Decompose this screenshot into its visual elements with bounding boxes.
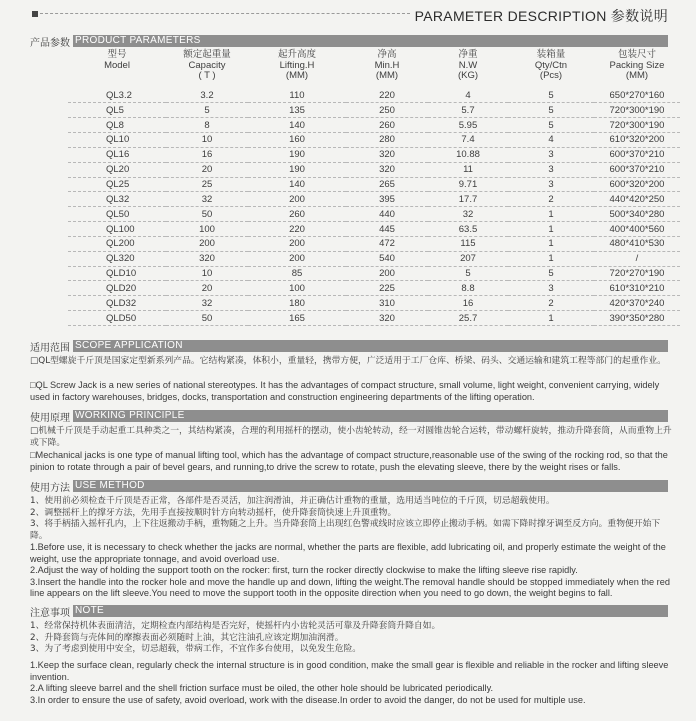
column-header: 型号 Model (104, 49, 130, 71)
section-title-cn: 注意事项 (30, 607, 70, 619)
table-cell: 9.71 (428, 177, 508, 192)
table-cell: 3 (508, 281, 594, 296)
method-list-cn (30, 496, 672, 542)
table-cell: 1 (508, 222, 594, 237)
table-cell: QLD50 (68, 311, 166, 326)
table-row (68, 266, 680, 281)
table-row (68, 281, 680, 296)
table-cell: 2 (508, 296, 594, 311)
table-cell: 320 (346, 162, 428, 177)
list-item: 2.A lifting sleeve barrel and the shell friction surface must be oiled, the other hole should be lubricated periodically. (30, 683, 494, 693)
table-row (68, 311, 680, 326)
table-cell: 200 (248, 236, 346, 251)
table-cell: 7.4 (428, 133, 508, 148)
table-row (68, 296, 680, 311)
table-cell: / (594, 251, 680, 266)
table-cell: 5 (508, 118, 594, 133)
table-cell: 50 (166, 207, 248, 222)
table-cell: 390*350*280 (594, 311, 680, 326)
table-cell: 5 (508, 88, 594, 103)
note-list-en (30, 660, 672, 706)
table-cell: 500*340*280 (594, 207, 680, 222)
table-cell: 17.7 (428, 192, 508, 207)
note-list-cn (30, 621, 672, 656)
table-cell: 16 (428, 296, 508, 311)
section-title-cn: 使用原理 (30, 412, 70, 424)
table-cell: 440*420*250 (594, 192, 680, 207)
table-cell: QL5 (68, 103, 166, 118)
column-header: 额定起重量 Capacity ( T ) (183, 49, 231, 81)
principle-text-cn: □机械千斤顶是手动起重工具种类之一，其结构紧凑，合理的利用摇杆的摆动，使小齿轮转动，经一对圆锥齿轮合运转，带动螺杆旋转，推动升降套筒，从而重物上升或下降。 (30, 426, 672, 448)
table-cell: 280 (346, 133, 428, 148)
table-cell: 10 (166, 266, 248, 281)
principle-text-en: □Mechanical jacks is one type of manual lifting tool, which has the advantage of compact structure,reasonable use of the swing of the rocking rod, so that the pinion to rotate through a pair of bevel gears, and running,to drive the screw to rotate, push the elevating sleeve, there by the weight rises or falls. (30, 450, 668, 472)
table-cell: 140 (248, 118, 346, 133)
table-cell: 50 (166, 311, 248, 326)
table-cell: 720*300*190 (594, 103, 680, 118)
table-cell: QL25 (68, 177, 166, 192)
list-item: 2、升降套筒与壳体间的摩擦表面必须随时上油，其它注油孔应该定期加油润滑。 (30, 632, 344, 643)
list-item: 1、经常保持机体表面清洁，定期检查内部结构是否完好，使摇杆内小齿轮灵活可靠及升降套筒升降自如。 (30, 621, 441, 631)
method-list-en (30, 542, 672, 600)
table-cell: QLD20 (68, 281, 166, 296)
table-cell: 160 (248, 133, 346, 148)
table-cell: 20 (166, 281, 248, 296)
list-item: 2、调整摇杆上的撑牙方法，先用手直接按顺时针方向转动摇杆，使升降套筒快速上升顶重物。 (30, 507, 397, 518)
table-cell: QL320 (68, 251, 166, 266)
table-cell: 100 (248, 281, 346, 296)
section-title-en: SCOPE APPLICATION (73, 340, 668, 352)
table-cell: 480*410*530 (594, 236, 680, 251)
table-cell: QL100 (68, 222, 166, 237)
table-cell: 650*270*160 (594, 88, 680, 103)
header-marker (32, 11, 38, 17)
table-cell: 600*370*210 (594, 147, 680, 162)
table-cell: 610*310*210 (594, 281, 680, 296)
table-cell: 8 (166, 118, 248, 133)
table-cell: 720*300*190 (594, 118, 680, 133)
table-cell: 250 (346, 103, 428, 118)
table-header-row (68, 50, 680, 88)
table-cell: 260 (248, 207, 346, 222)
table-cell: 8.8 (428, 281, 508, 296)
column-header: 起升高度 Lifting.H (MM) (277, 49, 316, 81)
table-row (68, 192, 680, 207)
table-body (68, 88, 680, 326)
table-cell: 207 (428, 251, 508, 266)
section-title-cn: 使用方法 (30, 482, 70, 494)
table-cell: QLD10 (68, 266, 166, 281)
table-cell: 220 (248, 222, 346, 237)
table-cell: 5.7 (428, 103, 508, 118)
table-cell: QLD32 (68, 296, 166, 311)
table-cell: 420*370*240 (594, 296, 680, 311)
table-cell: 25 (166, 177, 248, 192)
table-cell: 400*400*560 (594, 222, 680, 237)
list-item: 1、使用前必须检查千斤顶是否正常，各部件是否灵活，加注润滑油，并正确估计重物的重量，选用适当吨位的千斤顶，切忌超载使用。 (30, 496, 555, 506)
list-item: 3、将手柄插入摇杆孔内，上下往返搬动手柄，重物随之上升。当升降套筒上出现红色警戒线时应该立即停止搬动手柄。如需下降时撑牙调至反方向。重物便开始下降。 (30, 519, 661, 541)
table-row (68, 133, 680, 148)
table-cell: 10.88 (428, 147, 508, 162)
table-cell: 3 (508, 162, 594, 177)
table-cell: 20 (166, 162, 248, 177)
table-cell: 32 (166, 192, 248, 207)
table-cell: 225 (346, 281, 428, 296)
table-cell: 110 (248, 88, 346, 103)
table-cell: 115 (428, 236, 508, 251)
table-cell: QL3.2 (68, 88, 166, 103)
section-header-principle (30, 410, 668, 422)
table-cell: 4 (508, 133, 594, 148)
table-cell: 200 (346, 266, 428, 281)
section-header-method (30, 480, 668, 492)
table-cell: QL32 (68, 192, 166, 207)
scope-text-en: □QL Screw Jack is a new series of national stereotypes. It has the advantages of compact structure, small volume, light weight, convenient carrying, widely used in factory warehouses, bridges, docks, transportation and construction engineering departments of the lifting operation. (30, 380, 660, 402)
table-cell: QL16 (68, 147, 166, 162)
table-cell: 190 (248, 162, 346, 177)
table-cell: 260 (346, 118, 428, 133)
parameter-table (68, 50, 680, 326)
column-header: 净重 N.W (KG) (457, 49, 479, 81)
table-cell: 540 (346, 251, 428, 266)
list-item: 3.Insert the handle into the rocker hole and move the handle up and down, lifting the weight.The removal handle should be stopped immediately when the red line appears on the lift sleeve.You need to move the support tooth in the opposite direction when you need to go down, the weight begins to fall. (30, 576, 670, 598)
table-cell: 395 (346, 192, 428, 207)
table-row (68, 147, 680, 162)
section-title-cn: 产品参数 (30, 37, 70, 49)
table-cell: 3 (508, 177, 594, 192)
table-cell: 200 (248, 251, 346, 266)
table-cell: 10 (166, 133, 248, 148)
section-title-en: NOTE (73, 605, 668, 617)
table-row (68, 103, 680, 118)
table-cell: 1 (508, 251, 594, 266)
section-header-params (30, 35, 668, 47)
table-cell: QL50 (68, 207, 166, 222)
table-row (68, 236, 680, 251)
table-cell: 100 (166, 222, 248, 237)
table-cell: 5 (166, 103, 248, 118)
table-cell: 720*270*190 (594, 266, 680, 281)
table-row (68, 118, 680, 133)
table-cell: 3 (508, 147, 594, 162)
table-cell: 5 (508, 266, 594, 281)
column-header: 净高 Min.H (MM) (374, 49, 400, 81)
table-cell: 200 (166, 236, 248, 251)
list-item: 3.In order to ensure the use of safety, avoid overload, work with the disease.In order to avoid the danger, do not be used for multiple use. (30, 694, 586, 705)
table-row (68, 162, 680, 177)
table-cell: 320 (346, 311, 428, 326)
table-cell: 320 (166, 251, 248, 266)
table-cell: 140 (248, 177, 346, 192)
table-cell: 600*320*200 (594, 177, 680, 192)
table-cell: 265 (346, 177, 428, 192)
list-item: 3、为了考虑到使用中安全，切忌超载，带病工作，不宜作多台使用，以免发生危险。 (30, 644, 362, 654)
table-cell: 4 (428, 88, 508, 103)
table-cell: 11 (428, 162, 508, 177)
table-cell: 310 (346, 296, 428, 311)
section-header-note (30, 605, 668, 617)
table-cell: 5 (428, 266, 508, 281)
table-cell: QL20 (68, 162, 166, 177)
table-cell: 63.5 (428, 222, 508, 237)
column-header: 包装尺寸 Packing Size (MM) (609, 49, 665, 81)
table-row (68, 207, 680, 222)
table-cell: 220 (346, 88, 428, 103)
list-item: 2.Adjust the way of holding the support tooth on the rocker: first, turn the rocker directly clockwise to make the lifting sleeve rise rapidly. (30, 565, 578, 575)
table-cell: 1 (508, 311, 594, 326)
table-cell: 32 (428, 207, 508, 222)
table-cell: 440 (346, 207, 428, 222)
table-cell: 1 (508, 207, 594, 222)
section-title-en: WORKING PRINCIPLE (73, 410, 668, 422)
table-cell: 600*370*210 (594, 162, 680, 177)
table-cell: 25.7 (428, 311, 508, 326)
table-cell: 445 (346, 222, 428, 237)
list-item: 1.Before use, it is necessary to check whether the jacks are normal, whether the parts are flexible, add lubricating oil, and properly estimate the weight of the weight, use the appropriate tonnage, and avoid overload use. (30, 542, 666, 564)
section-title-en: USE METHOD (73, 480, 668, 492)
table-cell: 85 (248, 266, 346, 281)
table-cell: 16 (166, 147, 248, 162)
table-cell: 180 (248, 296, 346, 311)
table-row (68, 222, 680, 237)
table-cell: 32 (166, 296, 248, 311)
table-cell: 200 (248, 192, 346, 207)
table-cell: 165 (248, 311, 346, 326)
table-row (68, 251, 680, 266)
table-cell: 135 (248, 103, 346, 118)
column-header: 装箱量 Qty/Ctn (Pcs) (534, 49, 568, 81)
table-cell: 3.2 (166, 88, 248, 103)
table-cell: 472 (346, 236, 428, 251)
list-item: 1.Keep the surface clean, regularly check the internal structure is in good condition, make the small gear is flexible and reliable in the rocker and lifting sleeve invention. (30, 660, 669, 682)
table-cell: 1 (508, 236, 594, 251)
table-cell: 2 (508, 192, 594, 207)
header-divider (40, 13, 410, 14)
section-header-scope (30, 340, 668, 352)
table-cell: QL8 (68, 118, 166, 133)
table-cell: QL200 (68, 236, 166, 251)
section-title-cn: 适用范围 (30, 342, 70, 354)
section-title-en: PRODUCT PARAMETERS (73, 35, 668, 47)
table-cell: 190 (248, 147, 346, 162)
table-row (68, 88, 680, 103)
table-cell: 5.95 (428, 118, 508, 133)
table-cell: 5 (508, 103, 594, 118)
table-cell: 320 (346, 147, 428, 162)
scope-text-cn: □QL型螺旋千斤顶是国家定型新系列产品。它结构紧凑，体积小，重量轻，携带方便，广泛适用于工厂仓库、桥梁、码头、交通运输和建筑工程等部门的起重作业。 (30, 356, 666, 366)
table-cell: 610*320*200 (594, 133, 680, 148)
table-cell: QL10 (68, 133, 166, 148)
page-title: PARAMETER DESCRIPTION 参数说明 (414, 8, 668, 24)
table-row (68, 177, 680, 192)
